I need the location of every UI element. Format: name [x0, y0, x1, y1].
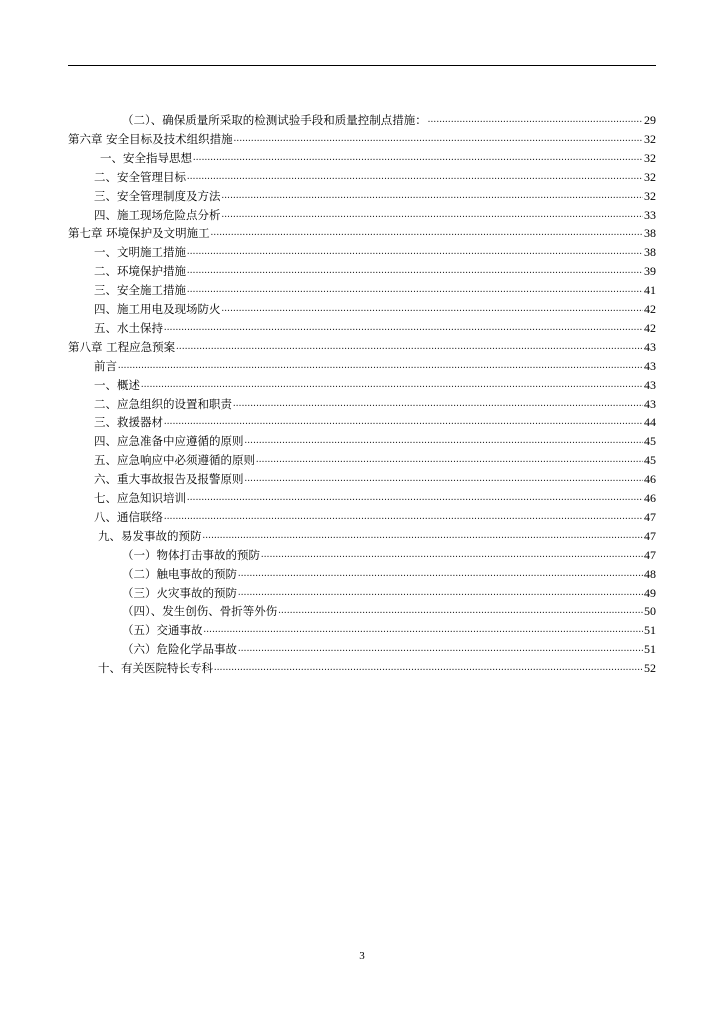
toc-dot-leader: [187, 169, 643, 185]
toc-entry-title: 第七章 环境保护及文明施工: [68, 226, 210, 241]
toc-entry-title: 三、救援器材: [94, 415, 163, 430]
toc-dot-leader: [222, 188, 644, 204]
toc-dot-leader: [222, 207, 644, 223]
toc-entry-page: 45: [644, 453, 656, 468]
toc-dot-leader: [187, 263, 643, 279]
toc-entry-page: 49: [644, 585, 656, 600]
toc-entry-page: 41: [644, 283, 656, 298]
toc-entry-title: 第八章 工程应急预案: [68, 339, 176, 354]
toc-dot-leader: [164, 509, 643, 525]
toc-entry-title: 二、应急组织的设置和职责: [94, 396, 232, 411]
toc-entry-title: 一、安全指导思想: [100, 150, 192, 165]
toc-entry-title: （五）交通事故: [122, 623, 203, 638]
toc-entry-page: 51: [644, 623, 656, 638]
toc-entry-page: 38: [644, 226, 656, 241]
toc-entry[interactable]: [98, 528, 656, 544]
toc-entry[interactable]: [122, 547, 656, 563]
toc-entry-title: 第六章 安全目标及技术组织措施: [68, 131, 233, 146]
toc-entry-page: 45: [644, 434, 656, 449]
toc-entry[interactable]: [122, 622, 656, 638]
toc-entry-title: （二）触电事故的预防: [122, 566, 237, 581]
toc-entry[interactable]: [68, 131, 656, 147]
toc-entry[interactable]: [100, 150, 656, 166]
page-number: 3: [359, 950, 365, 962]
toc-entry-page: 43: [644, 396, 656, 411]
toc-entry-title: 五、水土保持: [94, 320, 163, 335]
toc-dot-leader: [164, 320, 643, 336]
toc-dot-leader: [234, 131, 643, 147]
toc-entry-page: 32: [644, 169, 656, 184]
toc-entry-page: 43: [644, 358, 656, 373]
toc-dot-leader: [193, 150, 643, 166]
toc-entry-title: 八、通信联络: [94, 509, 163, 524]
toc-entry[interactable]: [122, 585, 656, 601]
toc-entry-page: 46: [644, 491, 656, 505]
toc-entry-page: 43: [644, 377, 656, 392]
toc-entry-page: 47: [644, 528, 656, 543]
toc-dot-leader: [428, 112, 643, 128]
toc-dot-leader: [256, 452, 643, 468]
toc-entry-page: 39: [644, 264, 656, 279]
toc-entry[interactable]: [94, 452, 656, 468]
toc-dot-leader: [211, 225, 643, 241]
toc-entry[interactable]: [68, 339, 656, 355]
toc-entry[interactable]: [94, 188, 656, 204]
toc-dot-leader: [204, 622, 644, 638]
toc-entry[interactable]: [94, 433, 656, 449]
toc-entry[interactable]: [94, 358, 656, 374]
toc-entry-title: （三）火灾事故的预防: [122, 585, 237, 600]
toc-entry-page: 47: [644, 547, 656, 562]
toc-dot-leader: [203, 528, 644, 544]
toc-dot-leader: [141, 377, 643, 393]
toc-entry[interactable]: [94, 263, 656, 279]
toc-entry-title: 四、应急准备中应遵循的原则: [94, 434, 244, 449]
toc-entry-page: 47: [644, 509, 656, 524]
toc-entry-title: 三、安全管理制度及方法: [94, 188, 221, 203]
toc-entry-page: 29: [644, 113, 656, 127]
toc-entry[interactable]: [122, 603, 656, 619]
toc-entry[interactable]: [122, 641, 656, 657]
toc-entry[interactable]: [94, 377, 656, 393]
toc-entry[interactable]: [94, 396, 656, 412]
toc-entry[interactable]: [94, 509, 656, 525]
toc-entry-title: 六、重大事故报告及报警原则: [94, 472, 244, 487]
toc-entry-page: 33: [644, 207, 656, 222]
toc-entry-title: 四、施工现场危险点分析: [94, 207, 221, 222]
toc-entry-title: 五、应急响应中必须遵循的原则: [94, 453, 255, 468]
toc-entry-title: （四）、发生创伤、骨折等外伤: [122, 604, 278, 619]
toc-entry-title: 九、易发事故的预防: [98, 528, 202, 543]
toc-dot-leader: [176, 339, 643, 355]
toc-entry[interactable]: [122, 566, 656, 582]
toc-entry-page: 42: [644, 302, 656, 316]
toc-entry-page: 50: [644, 604, 656, 619]
toc-entry[interactable]: [94, 490, 656, 506]
toc-entry[interactable]: [94, 207, 656, 223]
toc-dot-leader: [238, 566, 643, 582]
toc-entry[interactable]: [94, 169, 656, 185]
toc-dot-leader: [222, 301, 644, 317]
toc-entry-title: 一、概述: [94, 377, 140, 392]
toc-entry-title: 二、环境保护措施: [94, 264, 186, 279]
toc-dot-leader: [245, 433, 644, 449]
toc-entry-title: （六）危险化学品事故: [122, 642, 237, 657]
toc-entry-title: 前言: [94, 358, 117, 373]
toc-dot-leader: [187, 490, 643, 506]
toc-entry-page: 42: [644, 320, 656, 335]
toc-dot-leader: [214, 660, 643, 676]
toc-entry-page: 46: [644, 472, 656, 487]
toc-entry-page: 51: [644, 642, 656, 657]
toc-dot-leader: [261, 547, 643, 563]
toc-entry-page: 32: [644, 150, 656, 165]
toc-entry-page: 32: [644, 131, 656, 146]
toc-dot-leader: [238, 641, 643, 657]
toc-entry-page: 32: [644, 188, 656, 203]
toc-entry-title: （一）物体打击事故的预防: [122, 547, 260, 562]
toc-entry-title: 七、应急知识培训: [94, 491, 186, 505]
toc-dot-leader: [245, 471, 644, 487]
toc-entry-page: 44: [644, 415, 656, 430]
toc-dot-leader: [118, 358, 643, 374]
toc-entry[interactable]: [94, 301, 656, 317]
toc-entry-title: 一、文明施工措施: [94, 245, 186, 260]
toc-entry-page: 52: [644, 661, 656, 676]
toc-entry-page: 43: [644, 339, 656, 354]
toc-dot-leader: [187, 282, 643, 298]
toc-entry[interactable]: [94, 471, 656, 487]
header-rule: [68, 65, 656, 66]
toc-entry[interactable]: [68, 225, 656, 241]
toc-entry-title: （二）、确保质量所采取的检测试验手段和质量控制点措施：: [122, 113, 427, 127]
toc-dot-leader: [238, 585, 643, 601]
toc-dot-leader: [187, 244, 643, 260]
toc-entry-title: 三、安全施工措施: [94, 283, 186, 298]
toc-entry-title: 十、有关医院特长专科: [98, 661, 213, 676]
toc-dot-leader: [164, 414, 643, 430]
toc-entry[interactable]: [122, 112, 656, 128]
toc-entry[interactable]: [94, 414, 656, 430]
toc-dot-leader: [278, 603, 643, 619]
toc-entry-page: 38: [644, 245, 656, 260]
toc-entry[interactable]: [94, 282, 656, 298]
toc-entry[interactable]: [98, 660, 656, 676]
toc-entry-title: 四、施工用电及现场防火: [94, 302, 221, 316]
toc-entry[interactable]: [94, 320, 656, 336]
toc-dot-leader: [233, 396, 643, 412]
toc-entry[interactable]: [94, 244, 656, 260]
toc-entry-title: 二、安全管理目标: [94, 169, 186, 184]
toc-entry-page: 48: [644, 566, 656, 581]
